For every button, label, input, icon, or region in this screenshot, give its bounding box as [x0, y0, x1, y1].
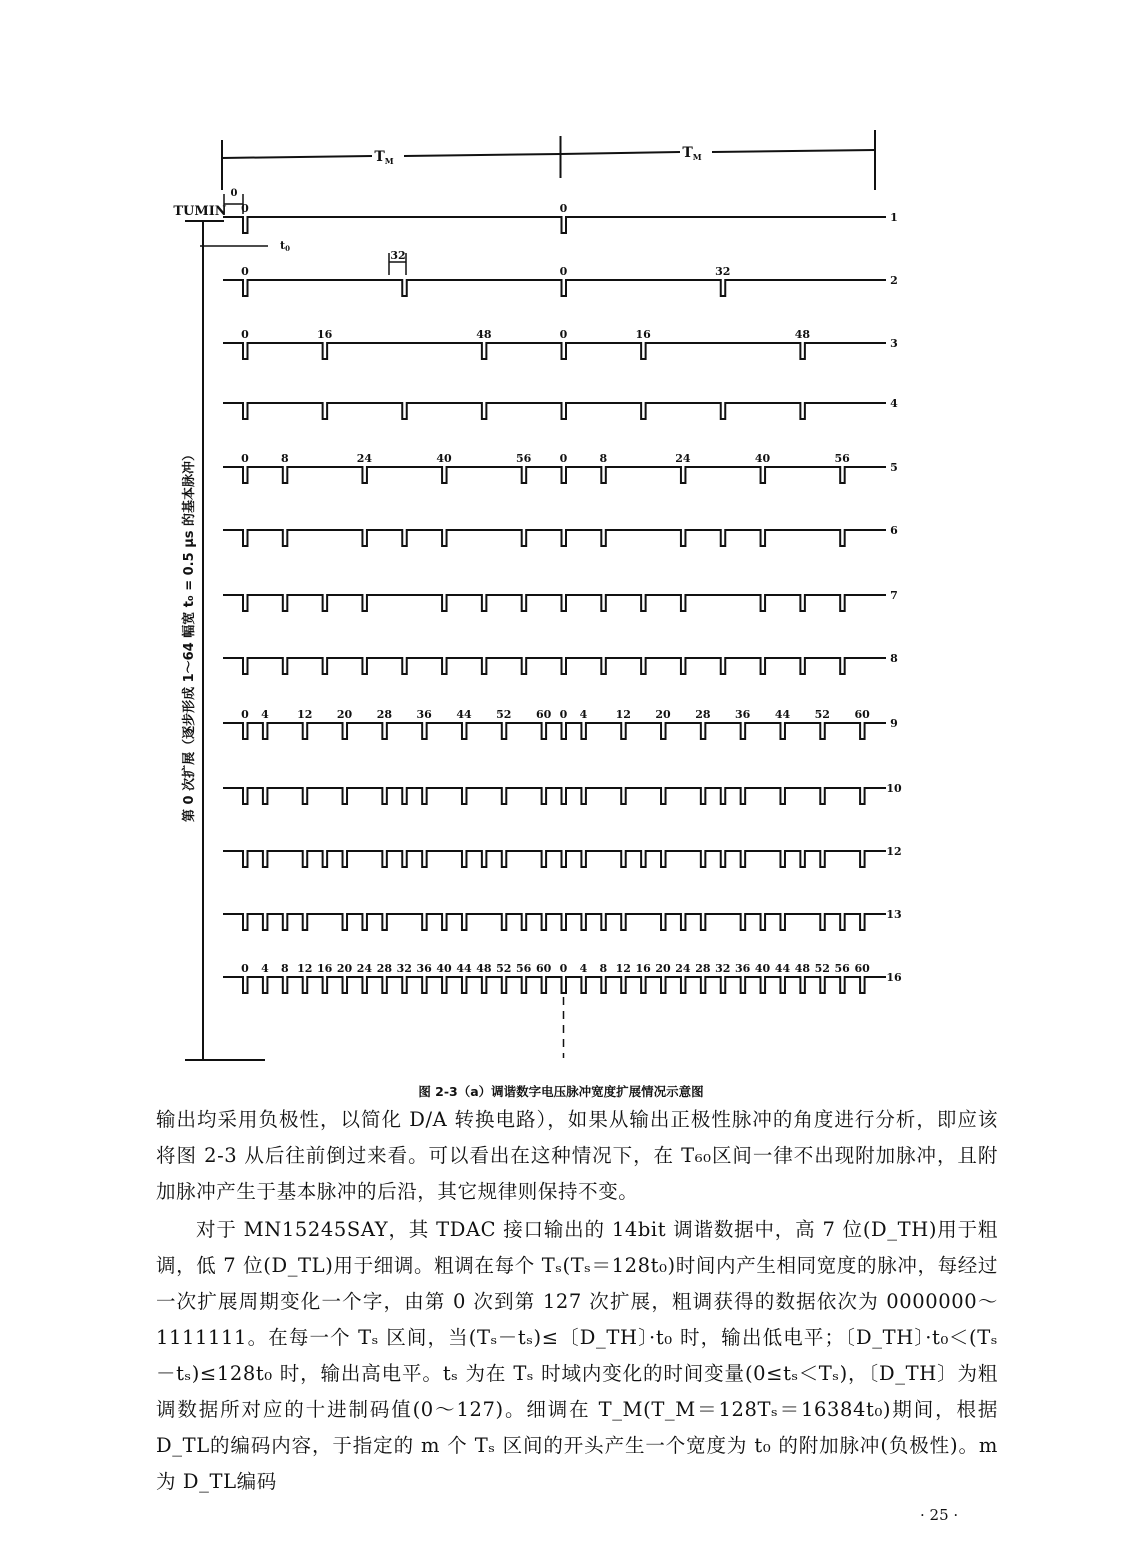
pulse-label: 56 — [834, 452, 850, 465]
pulse-label: 8 — [280, 452, 289, 465]
pulse-label: 16 — [635, 328, 651, 341]
waveform-row-16 — [223, 962, 902, 993]
pulse-label: 16 — [316, 962, 333, 975]
row-number: 10 — [886, 782, 902, 795]
pulse-label: 16 — [316, 328, 333, 341]
tumin-marker-label: 0 — [230, 188, 238, 199]
row-number: 12 — [886, 845, 902, 858]
pulse-label: 48 — [794, 328, 811, 341]
row-number: 8 — [890, 652, 898, 665]
pulse-label: 0 — [241, 202, 249, 215]
waveform-trace — [223, 658, 886, 674]
pulse-label: 40 — [754, 452, 771, 465]
pulse-label: 60 — [535, 962, 552, 975]
waveform-trace — [223, 914, 886, 930]
waveform-row-10 — [223, 782, 902, 804]
pulse-label: 28 — [376, 962, 392, 975]
row-number: 16 — [886, 971, 902, 984]
pulse-label: 0 — [559, 452, 568, 465]
row-number: 9 — [890, 717, 898, 730]
pulse-label: 56 — [834, 962, 850, 975]
pulse-label: 0 — [559, 708, 568, 721]
period-1-label: $T_M$ — [374, 149, 394, 166]
pulse-label: 32 — [715, 962, 731, 975]
waveform-row-7 — [223, 589, 898, 611]
pulse-label: 12 — [297, 708, 313, 721]
waveform-trace — [223, 280, 886, 296]
pulse-label: 36 — [416, 962, 432, 975]
period-dimension-lines — [173, 130, 875, 275]
waveform-trace — [223, 977, 886, 993]
waveform-row-3 — [223, 328, 898, 359]
pulse-label: 40 — [754, 962, 771, 975]
waveform-trace — [223, 723, 886, 739]
tumin-label: TUMIN — [173, 204, 227, 219]
waveform-row-8 — [223, 652, 898, 674]
body-paragraph-2: 对于 MN15245SAY，其 TDAC 接口输出的 14bit 调谐数据中，高 7 位(D_TH)用于粗调，低 7 位(D_TL)用于细调。粗调在每个 Tₛ(Tₛ＝128t₀)时间内产生相同宽度的脉冲，每经过一次扩展周期变化一个字，由第 0 次到第 127 次扩展，粗调获得的数据依次为 0000000～1111111。在每一个 Tₛ 区间，当(Tₛ－tₛ)≤〔D_TH〕·t₀ 时，输出低电平；〔D_TH〕·t₀＜(Tₛ－tₛ)≤128t₀ 时，输出高电平。tₛ 为在 Tₛ 时域内变化的时间变量(0≤tₛ＜Tₛ)，〔D_TH〕为粗调数据所对应的十进制码值(0～127)。细调在 T_M(T_M＝128Tₛ＝16384t₀)期间，根据 D_TL的编码内容，于指定的 m 个 Tₛ 区间的开头产生一个宽度为 t₀ 的附加脉冲(负极性)。m 为 D_TL编码 — [156, 1218, 998, 1493]
pulse-label: 4 — [579, 962, 588, 975]
period-2-label: $T_M$ — [682, 145, 702, 162]
pulse-label: 0 — [241, 962, 249, 975]
pulse-label: 44 — [774, 962, 791, 975]
waveform-row-12 — [223, 845, 902, 867]
pulse-label: 4 — [579, 708, 588, 721]
pulse-label: 40 — [436, 962, 452, 975]
pulse-label: 44 — [774, 708, 791, 721]
pulse-label: 0 — [241, 708, 249, 721]
pulse-label: 4 — [261, 708, 269, 721]
pulse-label: 12 — [615, 708, 631, 721]
waveform-row-2 — [223, 265, 898, 296]
pulse-label: 40 — [436, 452, 452, 465]
pulse-label: 32 — [396, 962, 412, 975]
pulse-label: 52 — [496, 708, 512, 721]
pulse-label: 60 — [854, 962, 870, 975]
pulse-label: 24 — [356, 452, 373, 465]
pulse-label: 4 — [261, 962, 269, 975]
pulse-label: 48 — [476, 962, 492, 975]
pulse-label: 20 — [655, 708, 671, 721]
pulse-label: 36 — [735, 708, 751, 721]
pulse-label: 20 — [336, 708, 353, 721]
pulse-label: 28 — [695, 962, 711, 975]
pulse-label: 0 — [559, 328, 568, 341]
waveform-row-13 — [223, 908, 902, 930]
left-axis — [181, 221, 265, 1060]
marker-32-label: 32 — [390, 249, 406, 262]
axis-label: 第 0 次扩展（逐步形成 1～64 幅宽 t₀ = 0.5 μs 的基本脉冲） — [182, 447, 197, 823]
period-1-dim-line-right — [404, 154, 561, 156]
pulse-label: 8 — [280, 962, 289, 975]
row-number: 1 — [890, 211, 898, 224]
pulse-label: 44 — [456, 962, 472, 975]
pulse-label: 60 — [535, 708, 552, 721]
pulse-label: 20 — [336, 962, 353, 975]
pulse-label: 12 — [615, 962, 631, 975]
pulse-label: 48 — [476, 328, 492, 341]
figure-caption: 图 2-3（a）调谐数字电压脉冲宽度扩展情况示意图 — [418, 1084, 704, 1099]
pulse-label: 60 — [854, 708, 870, 721]
body-paragraph-1: 输出均采用负极性，以简化 D/A 转换电路），如果从输出正极性脉冲的角度进行分析，即应该将图 2-3 从后往前倒过来看。可以看出在这种情况下，在 T₆₀区间一律不出现附加脉冲，且附加脉冲产生于基本脉冲的后沿，其它规律则保持不变。 — [156, 1108, 998, 1203]
waveform-trace — [223, 467, 886, 483]
pulse-label: 44 — [456, 708, 472, 721]
pulse-label: 12 — [297, 962, 313, 975]
waveform-trace — [223, 343, 886, 359]
waveform-row-5 — [223, 452, 898, 483]
pulse-label: 0 — [241, 328, 249, 341]
waveform-row-6 — [223, 524, 898, 546]
waveform-trace — [223, 217, 886, 233]
pulse-label: 24 — [675, 452, 691, 465]
page-number: · 25 · — [920, 1506, 959, 1524]
t0-label: t0 — [280, 239, 290, 253]
pulse-label: 36 — [416, 708, 432, 721]
pulse-label: 28 — [376, 708, 392, 721]
pulse-label: 24 — [356, 962, 373, 975]
pulse-label: 52 — [814, 962, 830, 975]
waveform-trace — [223, 530, 886, 546]
pulse-label: 20 — [655, 962, 671, 975]
row-number: 3 — [890, 337, 898, 350]
waveform-row-1 — [223, 202, 898, 233]
period-2-dim-line-left — [561, 152, 681, 154]
pulse-label: 0 — [559, 265, 568, 278]
row-number: 4 — [890, 397, 898, 410]
row-number: 7 — [890, 589, 898, 602]
period-1-dim-line-left — [222, 156, 372, 158]
pulse-label: 0 — [241, 265, 249, 278]
waveform-trace — [223, 851, 886, 867]
pulse-label: 48 — [794, 962, 811, 975]
pulse-label: 24 — [675, 962, 691, 975]
pulse-label: 0 — [559, 962, 568, 975]
pulse-label: 56 — [516, 962, 532, 975]
period-2-dim-line-right — [712, 150, 875, 152]
row-number: 5 — [890, 461, 898, 474]
row-number: 6 — [890, 524, 898, 537]
waveform-rows — [223, 202, 902, 1058]
pulse-label: 52 — [496, 962, 512, 975]
waveform-row-4 — [223, 397, 898, 419]
waveform-trace — [223, 403, 886, 419]
pulse-label: 28 — [695, 708, 711, 721]
pulse-label: 52 — [814, 708, 830, 721]
pulse-label: 0 — [241, 452, 249, 465]
row-number: 2 — [890, 274, 898, 287]
pulse-label: 16 — [635, 962, 651, 975]
waveform-row-9 — [223, 708, 898, 739]
waveform-trace — [223, 788, 886, 804]
pulse-label: 32 — [715, 265, 731, 278]
pulse-label: 36 — [735, 962, 751, 975]
row-number: 13 — [886, 908, 902, 921]
pulse-label: 56 — [516, 452, 532, 465]
pulse-label: 0 — [559, 202, 568, 215]
pulse-label: 8 — [599, 452, 608, 465]
pulse-label: 8 — [599, 962, 608, 975]
waveform-trace — [223, 595, 886, 611]
